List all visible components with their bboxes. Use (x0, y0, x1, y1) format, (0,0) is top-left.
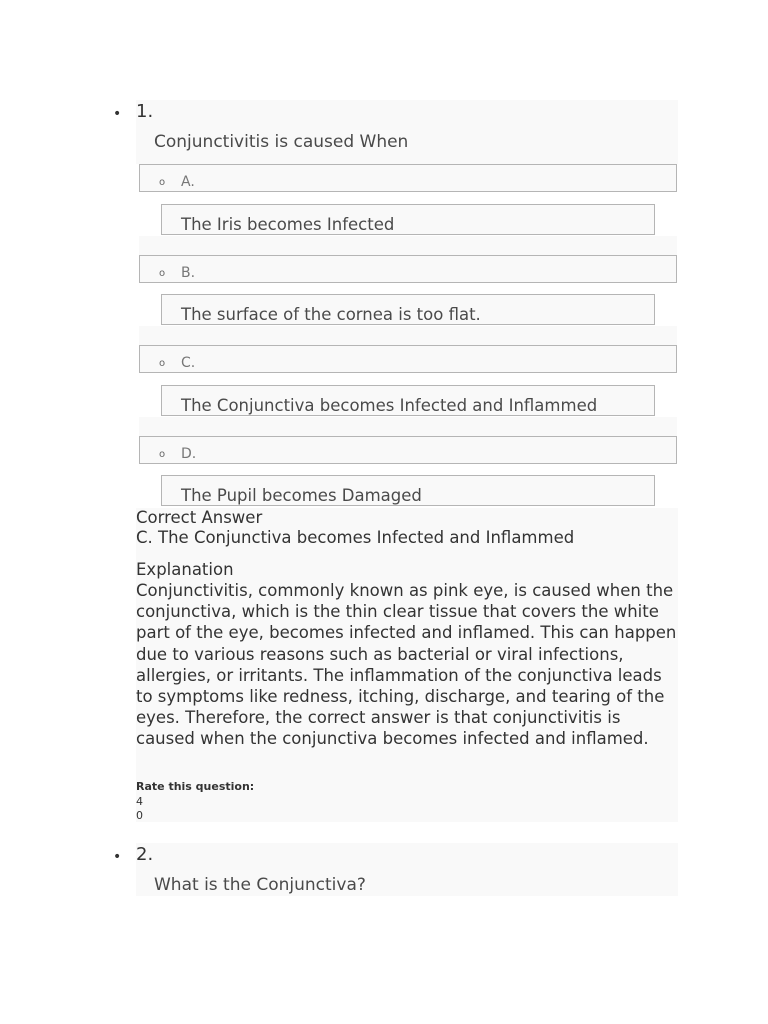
question-2-text: What is the Conjunctiva? (154, 875, 366, 895)
option-a-band (139, 236, 677, 255)
option-c-letter: C. (181, 355, 196, 371)
question-2-number: 2. (136, 844, 154, 865)
option-d-letter: D. (181, 446, 197, 462)
option-a-letter: A. (181, 174, 195, 190)
option-c-text: The Conjunctiva becomes Infected and Inflammed (181, 396, 598, 415)
option-a-marker: o (159, 177, 166, 188)
rate-question-label: Rate this question: (136, 780, 255, 793)
explanation-label: Explanation (136, 560, 234, 579)
question-1-bullet: • (113, 106, 122, 122)
correct-answer-label: Correct Answer (136, 508, 263, 527)
option-b-header[interactable] (139, 255, 677, 283)
option-a-body[interactable] (161, 204, 655, 235)
option-a-header[interactable] (139, 164, 677, 192)
option-a-text: The Iris becomes Infected (181, 215, 395, 234)
option-c-body[interactable] (161, 385, 655, 416)
rating-up-count[interactable]: 4 (136, 795, 143, 808)
option-d-header[interactable] (139, 436, 677, 464)
option-d-text: The Pupil becomes Damaged (181, 486, 422, 505)
option-b-body[interactable] (161, 294, 655, 325)
option-d-body[interactable] (161, 475, 655, 506)
question-2-bullet: • (113, 849, 122, 865)
explanation-text: Conjunctivitis, commonly known as pink eye, is caused when the conjunctiva, which is the thin clear tissue that covers the white part of the eye, becomes infected and inflamed. This can happen due to various reasons such as bacterial or viral infections, allergies, or irritants. The inflammation of the conjunctiva leads to symptoms like redness, itching, discharge, and tearing of the eyes. Therefore, the correct answer is that conjunctivitis is caused when the conjunctiva becomes infected and inflamed. (136, 581, 677, 749)
rating-down-count[interactable]: 0 (136, 809, 143, 822)
option-c-band (139, 417, 677, 436)
option-b-letter: B. (181, 265, 196, 281)
option-c-header[interactable] (139, 345, 677, 373)
question-1-number: 1. (136, 101, 154, 122)
option-c-marker: o (159, 358, 166, 369)
option-b-band (139, 326, 677, 345)
question-1-text: Conjunctivitis is caused When (154, 132, 409, 152)
option-b-text: The surface of the cornea is too flat. (181, 305, 481, 324)
correct-answer-value: C. The Conjunctiva becomes Infected and Inflammed (136, 528, 575, 547)
option-d-marker: o (159, 449, 166, 460)
option-b-marker: o (159, 268, 166, 279)
